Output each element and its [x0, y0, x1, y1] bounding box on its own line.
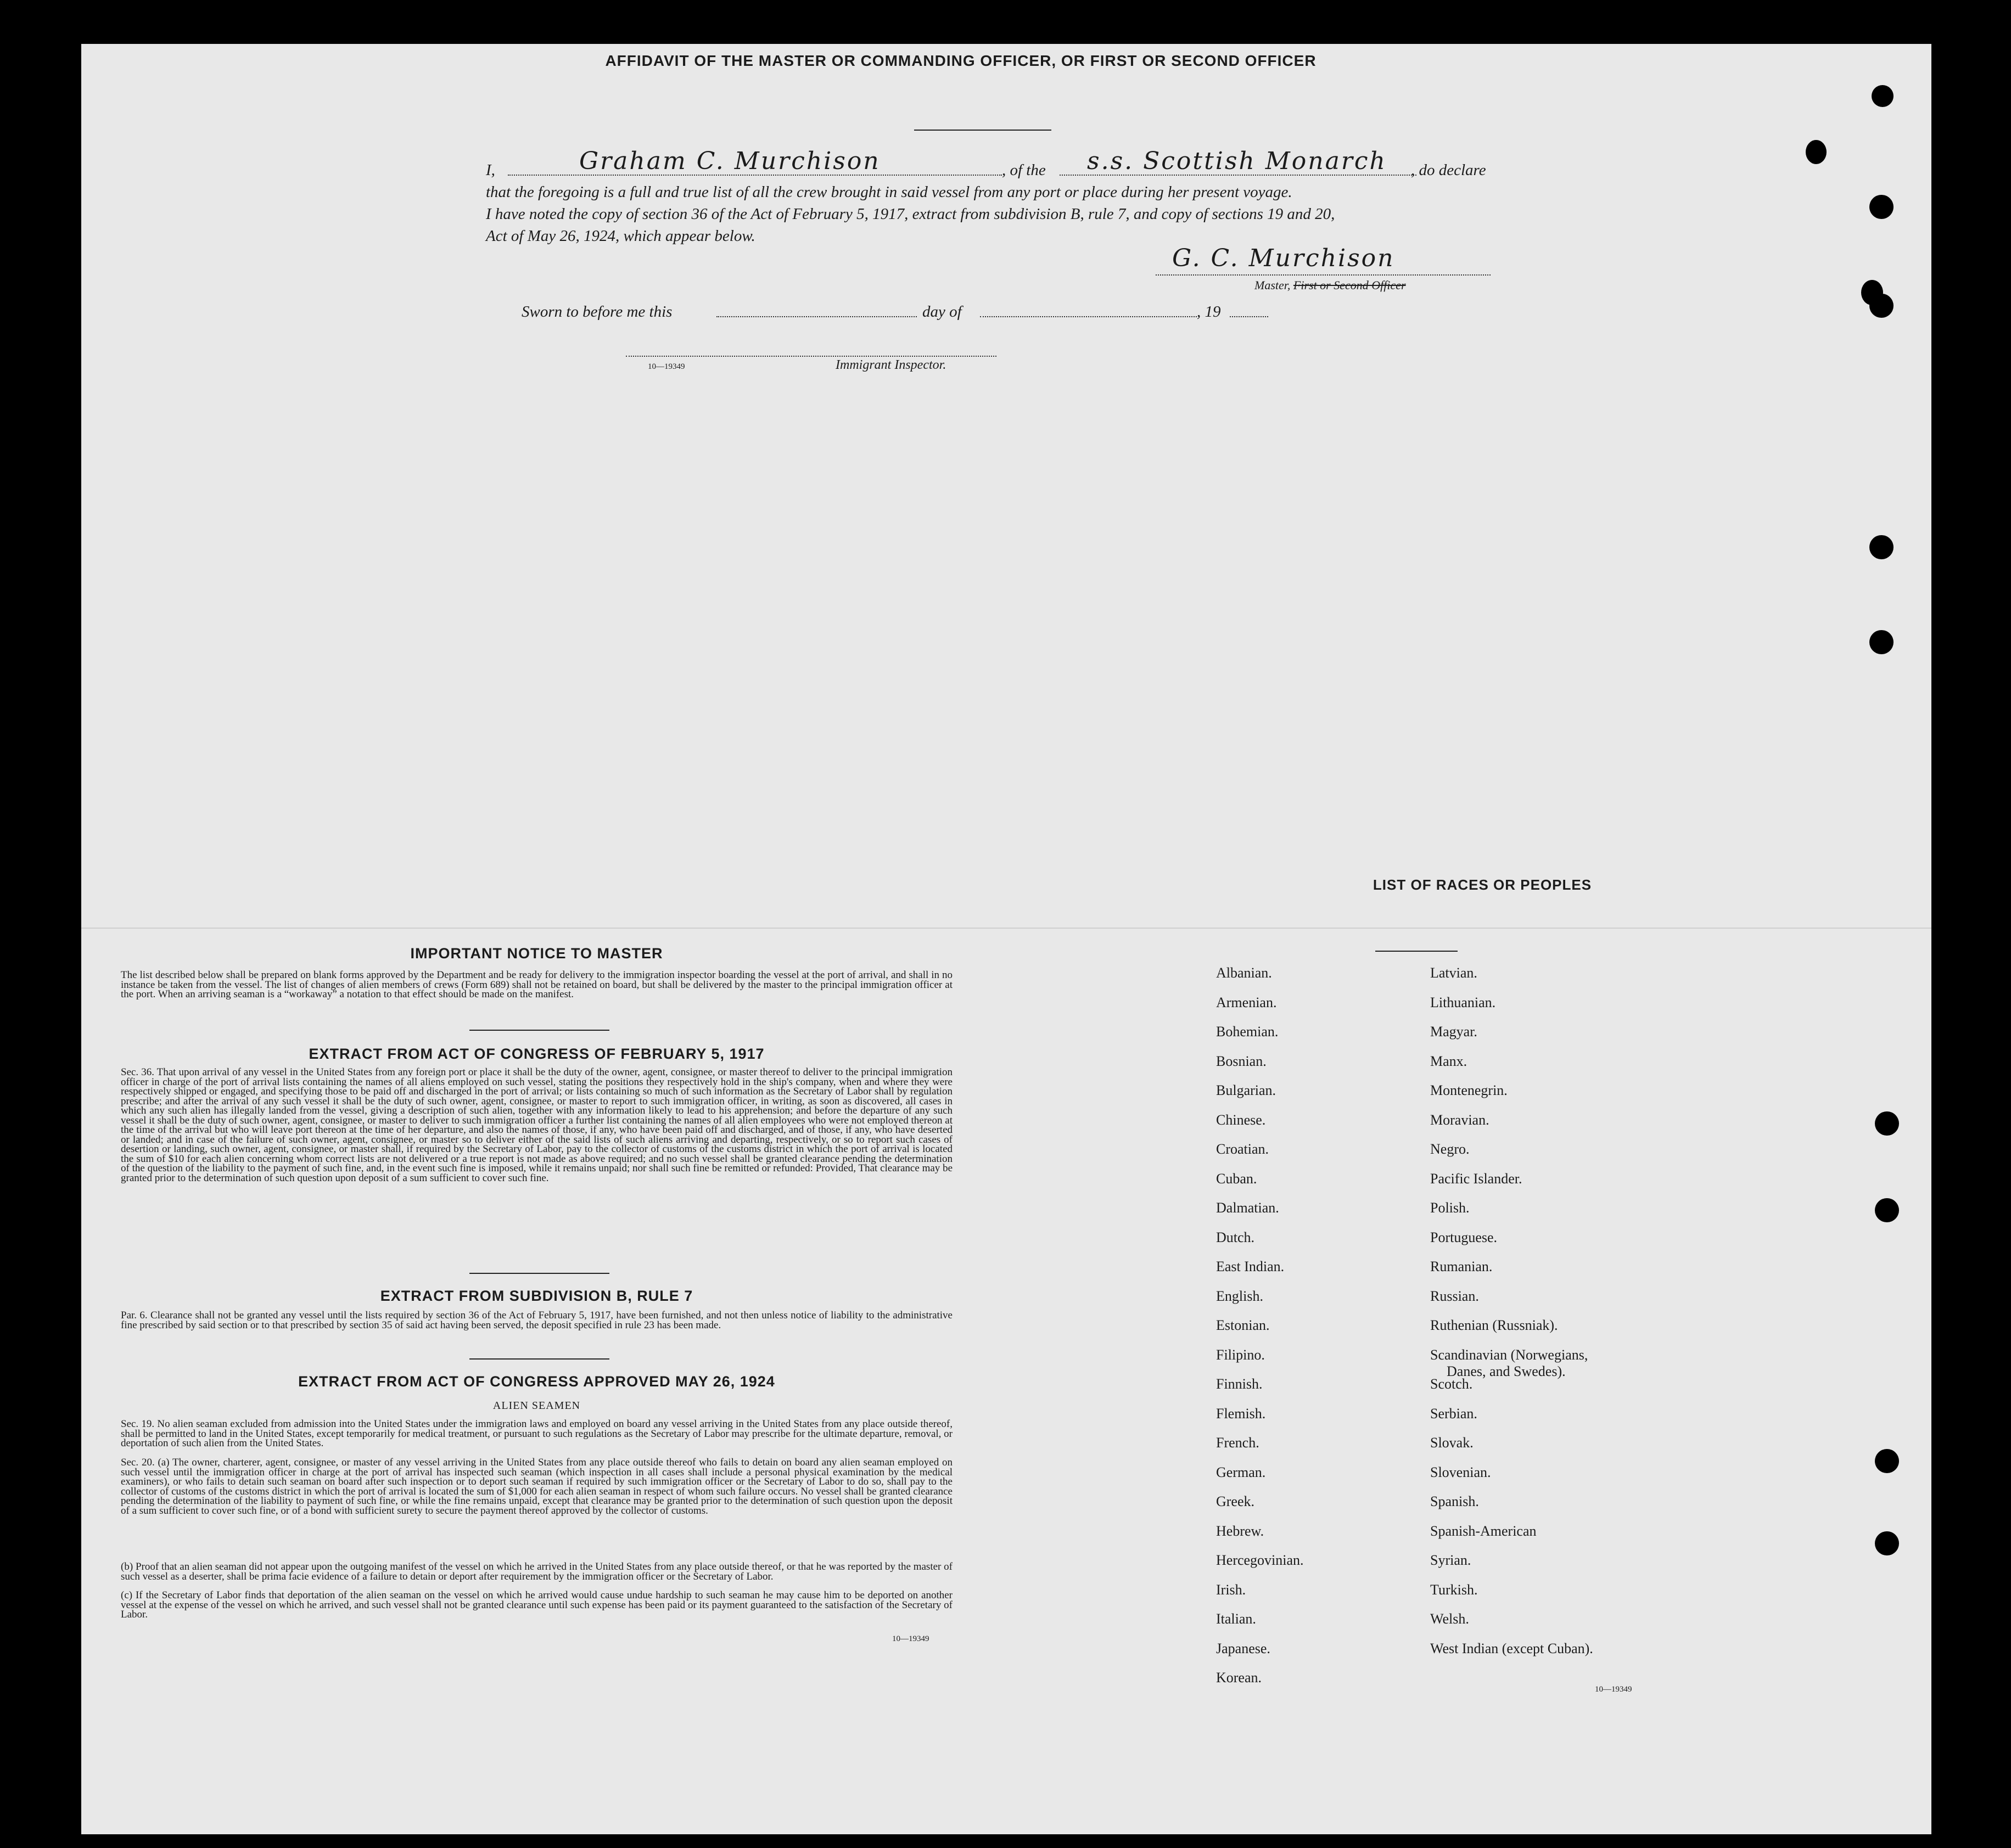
day-of-label: day of — [922, 303, 962, 321]
race-item: Montenegrin. — [1430, 1082, 1508, 1098]
race-item: Ruthenian (Russniak). — [1430, 1317, 1558, 1333]
race-item: Bosnian. — [1216, 1053, 1267, 1069]
race-item: Lithuanian. — [1430, 995, 1496, 1010]
section-rule — [469, 1273, 609, 1274]
race-item: Chinese. — [1216, 1112, 1266, 1128]
affidavit-line-2: that the foregoing is a full and true list of all the crew brought in said vessel from any port or place during her present voyage. — [486, 183, 1292, 201]
race-item: Estonian. — [1216, 1317, 1270, 1333]
race-item: West Indian (except Cuban). — [1430, 1641, 1593, 1656]
punch-hole — [1869, 630, 1894, 654]
race-item: Syrian. — [1430, 1552, 1471, 1568]
punch-hole — [1875, 1531, 1899, 1555]
master-caption: Master, — [1254, 278, 1291, 292]
notice-form-number: 10—19349 — [892, 1634, 929, 1643]
race-item: Serbian. — [1430, 1406, 1477, 1422]
race-item: Scandinavian (Norwegians, — [1430, 1347, 1588, 1363]
extract3-sec19: Sec. 19. No alien seaman excluded from admission into the United States under the immigration laws and employed on board any vessel arriving in the United States from any place outside thereof, shall be permitted to land in the United States, except temporarily for medical treatment, or pursuant to such regulations as the Secretary of Labor may prescribe for the ultimate departure, removal, or deportation of such alien from the United States. — [121, 1418, 953, 1449]
race-item: Slovenian. — [1430, 1464, 1491, 1480]
punch-hole — [1806, 140, 1827, 164]
punch-hole — [1869, 294, 1894, 318]
race-item: Cuban. — [1216, 1171, 1257, 1187]
races-form-number: 10—19349 — [1595, 1685, 1632, 1694]
race-item: Welsh. — [1430, 1611, 1469, 1627]
punch-hole — [1872, 85, 1894, 107]
race-item: Spanish-American — [1430, 1523, 1537, 1539]
extract1-title: EXTRACT FROM ACT OF CONGRESS OF FEBRUARY 5, 1917 — [309, 1046, 765, 1062]
extract3-sec20c: (c) If the Secretary of Labor finds that deportation of the alien seaman on the vessel on which he arrived would cause undue hardship to such seaman he may cause him to be deported on another vessel at the expense of the vessel on which he arrived, and such vessel shall not be granted clearance until such expense has been paid or its payment guaranteed to the satisfaction of the Secretary of Labor. — [121, 1589, 953, 1620]
signature-caption — [1254, 278, 1406, 293]
section-rule — [469, 1358, 609, 1360]
race-item: Armenian. — [1216, 995, 1277, 1010]
affidavit-line-3: I have noted the copy of section 36 of the Act of February 5, 1917, extract from subdivision B, rule 7, and copy of sections 19 and 20, — [486, 205, 1335, 223]
affidavit-line-4: Act of May 26, 1924, which appear below. — [486, 227, 755, 245]
race-item: Albanian. — [1216, 965, 1272, 981]
form-number: 10—19349 — [648, 362, 685, 371]
title-rule — [914, 130, 1051, 131]
sworn-before-label: Sworn to before me this — [522, 303, 673, 321]
race-item: Croatian. — [1216, 1141, 1269, 1157]
race-item: Russian. — [1430, 1288, 1479, 1304]
race-item: Hercegovinian. — [1216, 1552, 1304, 1568]
race-item: English. — [1216, 1288, 1263, 1304]
race-item: East Indian. — [1216, 1259, 1285, 1274]
race-item: Polish. — [1430, 1200, 1470, 1216]
extract2-body: Par. 6. Clearance shall not be granted any vessel until the lists required by section 36 of the Act of February 5, 1917, have been furnished, and not then unless notice of liability to the administrative fine prescribed by said section or to that prescribed by section 35 of said act having been served, the deposit specified in rule 23 has been made. — [121, 1310, 953, 1331]
affidavit-prefix: I, — [486, 161, 495, 179]
do-declare-label: , do declare — [1411, 161, 1486, 179]
extract3-title: EXTRACT FROM ACT OF CONGRESS APPROVED MAY 26, 1924 — [298, 1373, 775, 1390]
race-item: Slovak. — [1430, 1435, 1474, 1451]
inspector-line — [626, 356, 996, 357]
extract2-title: EXTRACT FROM SUBDIVISION B, RULE 7 — [380, 1288, 693, 1304]
race-item: Bulgarian. — [1216, 1082, 1276, 1098]
race-item: Irish. — [1216, 1582, 1246, 1598]
vessel-name-handwritten: s.s. Scottish Monarch — [1087, 147, 1387, 175]
extract3-subtitle: ALIEN SEAMEN — [492, 1400, 581, 1412]
master-name-handwritten: Graham C. Murchison — [579, 147, 881, 175]
punch-hole — [1875, 1449, 1899, 1473]
section-rule — [469, 1030, 609, 1031]
race-item: Japanese. — [1216, 1641, 1270, 1656]
punch-hole — [1875, 1198, 1899, 1222]
race-item: Bohemian. — [1216, 1024, 1279, 1040]
race-item: Negro. — [1430, 1141, 1470, 1157]
punch-hole — [1869, 535, 1894, 559]
race-item: Spanish. — [1430, 1493, 1479, 1509]
races-list-title: LIST OF RACES OR PEOPLES — [1373, 877, 1592, 893]
race-item: French. — [1216, 1435, 1259, 1451]
race-item: Danes, and Swedes). — [1447, 1363, 1566, 1379]
race-item: German. — [1216, 1464, 1266, 1480]
race-item: Filipino. — [1216, 1347, 1265, 1363]
race-item: Italian. — [1216, 1611, 1256, 1627]
race-item: Finnish. — [1216, 1376, 1263, 1392]
punch-hole — [1875, 1111, 1899, 1136]
struck-officer-caption: First or Second Officer — [1293, 278, 1406, 292]
race-item: Pacific Islander. — [1430, 1171, 1522, 1187]
sworn-month-line — [980, 316, 1197, 317]
race-item: Greek. — [1216, 1493, 1255, 1509]
sworn-year-line — [1230, 316, 1268, 317]
inspector-caption: Immigrant Inspector. — [836, 358, 946, 372]
race-item: Turkish. — [1430, 1582, 1478, 1598]
year-prefix-label: , 19 — [1197, 303, 1221, 321]
extract3-sec20a: Sec. 20. (a) The owner, charterer, agent, consignee, or master of any vessel arriving in the United States from any place outside thereof who fails to detain on board any alien seaman employed on such vessel until the immigration officer in charge at the port of arrival has inspected such seaman (which inspection in all cases shall include a personal physical examination by the medical examiners), or who fails to detain such seaman on board after such inspection or to deport such seaman if required by such immigration officer or the Secretary of Labor to do so, shall pay to the collector of customs of the customs district in which the port of arrival is located the sum of $1,000 for each alien seaman in respect of whom such failure occurs. No vessel shall be granted clearance pending the determination of the liability to payment of such fine, or while the fine remains unpaid, except that clearance may be granted prior to the determination of such question upon the deposit of a sum sufficient to cover such fine, or of a bond with sufficient surety to secure the payment thereof approved by the collector of customs. — [121, 1457, 953, 1516]
race-item: Magyar. — [1430, 1024, 1477, 1040]
notice-body: The list described below shall be prepared on blank forms approved by the Department and be ready for delivery to the immigration inspector boarding the vessel at the port of arrival, and shall in no instance be taken from the vessel. The list of changes of alien members of crews (Form 689) shall not be retained on board, but shall be delivered by the master to the principal immigration officer at the port. When an arriving seaman is a “workaway” a notation to that effect should be made on the manifest. — [121, 969, 953, 1000]
page-fold-line — [81, 928, 1931, 929]
extract1-body: Sec. 36. That upon arrival of any vessel in the United States from any foreign port or place it shall be the duty of the owner, agent, consignee, or master thereof to deliver to the principal immigration officer in charge of the port of arrival lists containing the names of all aliens employed on such vessel, stating the positions they respectively hold in the ship's company, when and where they were respectively shipped or engaged, and specifying those to be paid off and discharged in the port of arrival; or lists containing so much of such information as the Secretary of Labor shall by regulation prescribe; and after the arrival of any such vessel it shall be the duty of such owner, agent, consignee, or master to report to such immigration officer, in writing, as soon as discovered, all cases in which any such alien has illegally landed from the vessel, giving a description of such alien, together with any information likely to lead to his apprehension; and before the departure of any such vessel it shall be the duty of such owner, agent, consignee, or master to deliver to such immigration officer a further list containing the names of all alien employees who were not employed thereon at the time of the arrival but who will leave port thereon at the time of her departure, and also the names of those, if any, who have been paid off and discharged, and of those, if any, who have deserted or landed; and in case of the failure of such owner, agent, consignee, or master so to deliver either of the said lists of such aliens arriving and departing, respectively, or so to report such cases of desertion or landing, such owner, agent, consignee, or master shall, if required by the Secretary of Labor, pay to the collector of customs of the customs district in which the port of arrival is located the sum of $10 for each alien concerning whom correct lists are not delivered or a true report is not made as above required; and no such vessel shall be granted clearance pending the determination of the question of the liability to the payment of such fine, and, in the event such fine is imposed, while it remains unpaid; nor shall such fine be remitted or refunded: Provided, That clearance may be granted prior to the determination of such question upon deposit of a sum sufficient to cover such fine. — [121, 1066, 953, 1184]
punch-hole — [1869, 195, 1894, 219]
race-item: Moravian. — [1430, 1112, 1489, 1128]
extract3-sec20b: (b) Proof that an alien seaman did not appear upon the outgoing manifest of the vessel on which he arrived in the United States from any place outside thereof, or that he was reported by the master of such vessel as a deserter, shall be prima facie evidence of a failure to detain or deport after requirement by the immigration officer or the Secretary of Labor. — [121, 1561, 953, 1582]
signature-line — [1156, 274, 1491, 276]
race-item: Dutch. — [1216, 1229, 1255, 1245]
race-item: Hebrew. — [1216, 1523, 1264, 1539]
race-item: Scotch. — [1430, 1376, 1473, 1392]
race-item: Latvian. — [1430, 965, 1477, 981]
notice-title: IMPORTANT NOTICE TO MASTER — [410, 945, 663, 962]
sworn-day-line — [716, 316, 917, 317]
race-item: Dalmatian. — [1216, 1200, 1279, 1216]
race-item: Manx. — [1430, 1053, 1467, 1069]
affidavit-title: AFFIDAVIT OF THE MASTER OR COMMANDING OFFICER, OR FIRST OR SECOND OFFICER — [605, 52, 1317, 69]
race-item: Flemish. — [1216, 1406, 1266, 1422]
race-item: Portuguese. — [1430, 1229, 1498, 1245]
race-item: Korean. — [1216, 1670, 1262, 1686]
signature-handwritten: G. C. Murchison — [1172, 244, 1395, 272]
race-item: Rumanian. — [1430, 1259, 1493, 1274]
races-title-rule — [1375, 951, 1458, 952]
of-the-label: , of the — [1002, 161, 1046, 179]
